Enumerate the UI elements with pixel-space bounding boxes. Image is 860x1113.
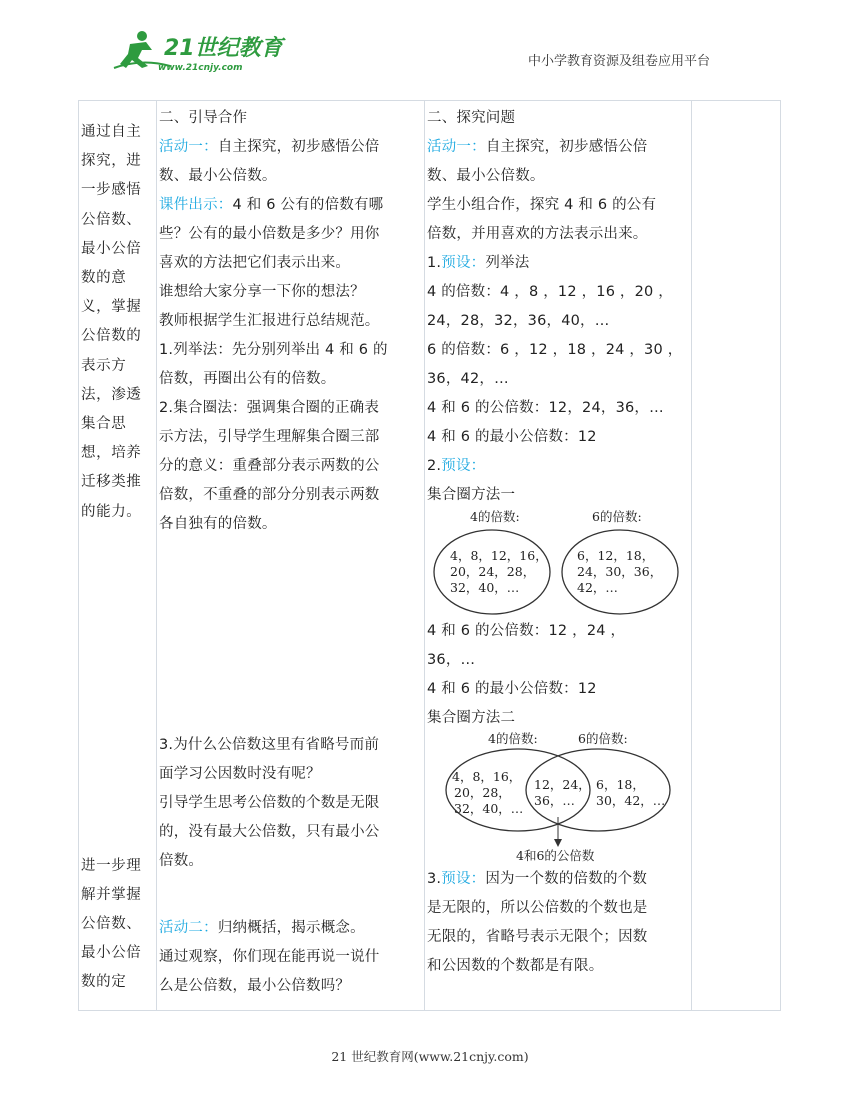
text-line: 喜欢的方法把它们表示出来。	[159, 255, 351, 271]
text-line: 倍数，并用喜欢的方法表示出来。	[427, 226, 648, 242]
activity-text: 自主探究，初步感悟公倍	[485, 139, 648, 155]
teacher-cell-activity2	[159, 914, 425, 1001]
text-line: 1.列举法：先分别列举出 4 和 6 的	[159, 342, 388, 358]
text-line: 4 的倍数：4 ，8 ，12 ，16 ，20 ，	[427, 284, 673, 300]
goal-line: 法，渗透	[81, 386, 142, 403]
venn-diagram-overlap	[430, 727, 690, 867]
preset-number: 2.	[427, 458, 442, 474]
goal-cell-2	[81, 852, 157, 997]
preset-number: 3.	[427, 871, 442, 887]
text-line: 谁想给大家分享一下你的想法？	[159, 284, 365, 300]
section-heading: 二、探究问题	[427, 110, 516, 126]
venn-label-6: 6的倍数:	[578, 731, 628, 746]
courseware-label: 课件出示：	[159, 197, 233, 213]
text-line: 些？公有的最小倍数是多少？用你	[159, 226, 380, 242]
goal-line: 最小公倍	[81, 945, 142, 961]
venn-row: 36，…	[534, 793, 575, 808]
goal-cell-1	[81, 118, 157, 527]
text-line: 学生小组合作，探究 4 和 6 的公有	[427, 197, 657, 213]
preset-label: 预设：	[441, 871, 486, 887]
teacher-cell	[159, 104, 425, 539]
text-line: 数、最小公倍数。	[159, 168, 277, 184]
text-line: 面学习公因数时没有呢？	[159, 766, 321, 782]
text-line: 6 的倍数：6 ，12 ，18 ，24 ，30 ，	[427, 342, 683, 358]
venn-row: 20，28，	[454, 785, 511, 800]
venn-label-4: 4的倍数:	[470, 509, 520, 524]
student-cell-bottom	[427, 865, 691, 981]
text-line: 引导学生思考公倍数的个数是无限	[159, 795, 380, 811]
text-line: 么是公倍数，最小公倍数吗？	[159, 978, 351, 994]
venn-overlap-label: 4和6的公倍数	[516, 848, 595, 863]
text-line: 分的意义：重叠部分表示两数的公	[159, 458, 380, 474]
text-line: 通过观察，你们现在能再说一说什	[159, 949, 380, 965]
venn-row: 6，12，18，	[577, 548, 655, 563]
goal-line: 探究，进	[81, 153, 142, 170]
goal-line: 公倍数的	[81, 328, 142, 345]
student-cell-top	[427, 104, 691, 510]
text-line: 教师根据学生汇报进行总结规范。	[159, 313, 380, 329]
text-line: 倍数，不重叠的部分分别表示两数	[159, 487, 380, 503]
goal-line: 数的定	[81, 974, 127, 990]
goal-line: 最小公倍	[81, 240, 142, 257]
goal-line: 迁移类推	[81, 474, 142, 491]
venn-row: 30，42，…	[596, 793, 666, 808]
goal-line: 想，培养	[81, 445, 142, 462]
venn-row: 24，30，36，	[577, 564, 663, 579]
preset-label: 预设：	[441, 458, 486, 474]
text-line: 3.为什么公倍数这里有省略号而前	[159, 737, 380, 753]
goal-line: 集合思	[81, 416, 127, 433]
courseware-text: 4 和 6 公有的倍数有哪	[232, 197, 384, 213]
text-line: 示方法，引导学生理解集合圈三部	[159, 429, 380, 445]
venn-row: 20，24，28，	[450, 564, 536, 579]
goal-line: 公倍数、	[81, 916, 142, 932]
logo-url-text: www.21cnjy.com	[158, 63, 243, 73]
text-line: 36，42，…	[427, 371, 509, 387]
text-line: 4 和 6 的公倍数：12，24，36，…	[427, 400, 664, 416]
text-line: 2.集合圈法：强调集合圈的正确表	[159, 400, 380, 416]
text-line: 是无限的，所以公倍数的个数也是	[427, 900, 648, 916]
activity-text: 自主探究，初步感悟公倍	[217, 139, 380, 155]
venn-row: 6，18，	[596, 777, 645, 792]
logo-main-text: 21世纪教育	[164, 36, 283, 61]
text-line: 倍数，再圈出公有的倍数。	[159, 371, 336, 387]
platform-name: 中小学教育资源及组卷应用平台	[528, 54, 711, 69]
venn-row: 32，40，…	[454, 801, 524, 816]
goal-line: 表示方	[81, 357, 127, 374]
activity-label: 活动二：	[159, 920, 218, 936]
activity-label: 活动一：	[427, 139, 486, 155]
section-heading: 二、引导合作	[159, 110, 248, 126]
text-line: 36，…	[427, 652, 476, 668]
goal-line: 进一步理	[81, 858, 142, 874]
preset-label: 预设：	[441, 255, 486, 271]
text-line: 4 和 6 的公倍数：12 ，24 ，	[427, 623, 626, 639]
page-footer: 21 世纪教育网(www.21cnjy.com)	[331, 1049, 529, 1064]
text-line: 4 和 6 的最小公倍数：12	[427, 429, 597, 445]
preset-text: 列举法	[485, 255, 530, 271]
goal-line: 的能力。	[81, 503, 142, 520]
goal-line: 通过自主	[81, 124, 142, 140]
activity-label: 活动一：	[159, 139, 218, 155]
preset-text: 因为一个数的倍数的个数	[485, 871, 648, 887]
venn-label-6: 6的倍数:	[592, 509, 642, 524]
goal-line: 解并掌握	[81, 887, 142, 903]
venn-row: 42，…	[577, 580, 618, 595]
activity-text: 归纳概括，揭示概念。	[217, 920, 365, 936]
teacher-cell-question	[159, 731, 425, 876]
text-line: 无限的，省略号表示无限个；因数	[427, 929, 648, 945]
venn-row: 12，24，	[534, 777, 591, 792]
arrow-down-icon	[554, 839, 562, 847]
venn-row: 32，40，…	[450, 580, 520, 595]
text-line: 24，28，32，36，40，…	[427, 313, 610, 329]
venn-title: 集合圈方法一	[427, 487, 516, 503]
student-cell-mid	[427, 617, 691, 733]
column-divider	[691, 101, 692, 1010]
venn-row: 4，8，16，	[452, 769, 522, 784]
goal-line: 义，掌握	[81, 299, 142, 316]
goal-line: 一步感悟	[81, 182, 142, 199]
venn-row: 4，8，12，16，	[450, 548, 548, 563]
goal-line: 数的意	[81, 270, 127, 287]
goal-line: 公倍数、	[81, 211, 142, 228]
text-line: 各自独有的倍数。	[159, 516, 277, 532]
text-line: 数、最小公倍数。	[427, 168, 545, 184]
venn-title: 集合圈方法二	[427, 710, 516, 726]
text-line: 4 和 6 的最小公倍数：12	[427, 681, 597, 697]
text-line: 倍数。	[159, 853, 204, 869]
site-logo	[112, 28, 292, 76]
venn-label-4: 4的倍数:	[488, 731, 538, 746]
venn-diagram-separate	[430, 505, 690, 617]
text-line: 和公因数的个数都是有限。	[427, 958, 604, 974]
text-line: 的，没有最大公倍数，只有最小公	[159, 824, 380, 840]
preset-number: 1.	[427, 255, 442, 271]
